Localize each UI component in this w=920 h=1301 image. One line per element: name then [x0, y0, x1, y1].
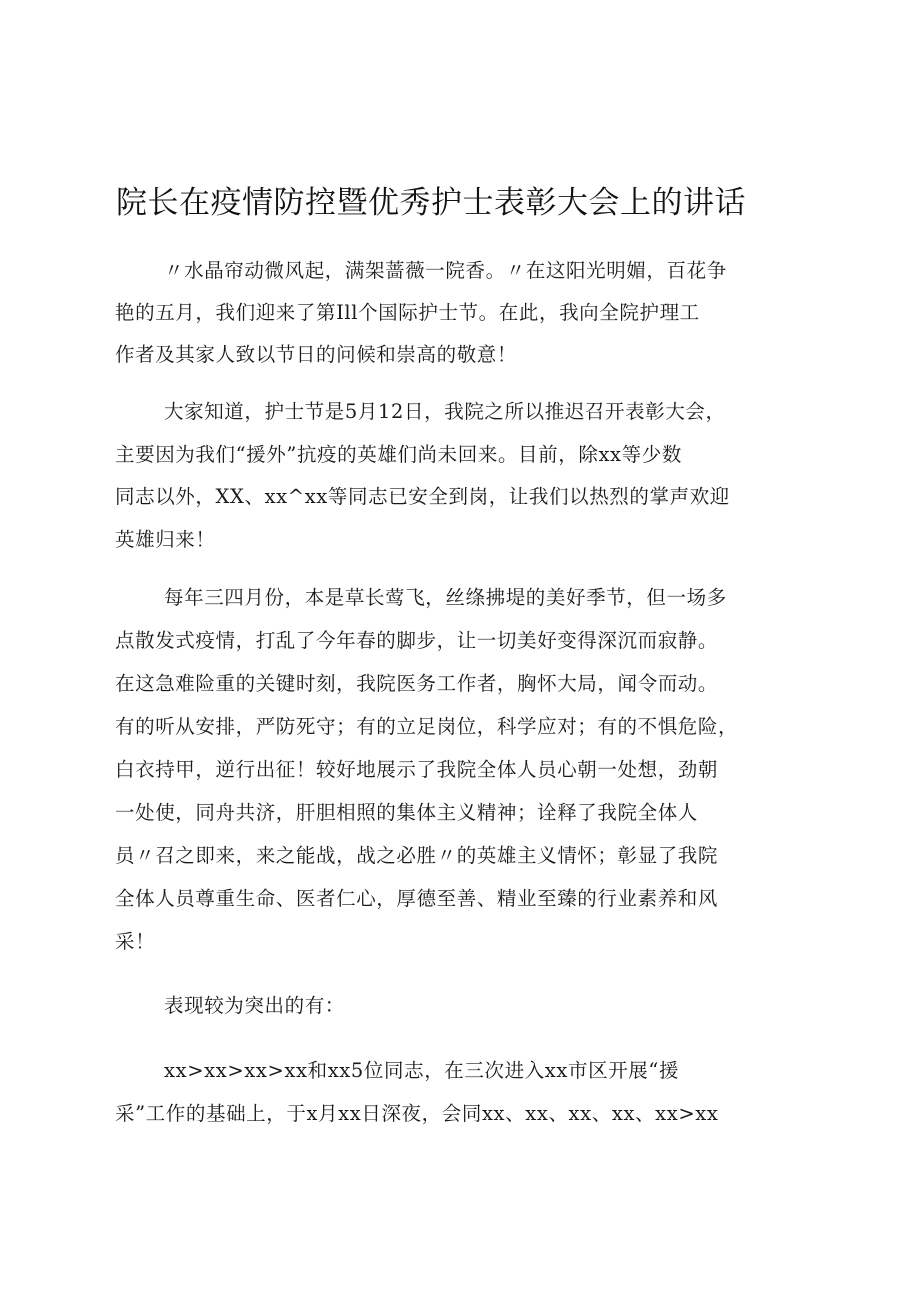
paragraph-1-line-2: 艳的五月，我们迎来了第Ill个国际护士节。在此，我向全院护理工	[115, 301, 700, 324]
paragraph-3-line-9: 采！	[115, 930, 156, 953]
paragraph-1-line-3: 作者及其家人致以节日的问候和崇高的敬意！	[115, 343, 518, 366]
paragraph-5-line-1: xx>xx>xx>xx和xx5位同志，在三次进入xx市区开展“援	[164, 1059, 680, 1082]
document-title: 院长在疫情防控暨优秀护士表彰大会上的讲话	[116, 185, 746, 221]
paragraph-3-line-5: 白衣持甲，逆行出征！较好地展示了我院全体人员心朝一处想，劲朝	[115, 758, 719, 781]
paragraph-2-line-2: 主要因为我们“援外”抗疫的英雄们尚未回来。目前，除xx等少数	[115, 443, 682, 466]
paragraph-4-line-1: 表现较为突出的有：	[164, 994, 345, 1017]
paragraph-2-line-4: 英雄归来！	[115, 528, 216, 551]
paragraph-3-line-3: 在这急难险重的关键时刻，我院医务工作者，胸怀大局，闻令而动。	[115, 672, 719, 695]
paragraph-5-line-2: 采”工作的基础上，于x月xx日深夜，会同xx、xx、xx、xx、xx>xx	[115, 1102, 719, 1125]
paragraph-3-line-2: 点散发式疫情，打乱了今年春的脚步，让一切美好变得深沉而寂静。	[115, 629, 719, 652]
paragraph-2-line-1: 大家知道，护士节是5月12日，我院之所以推迟召开表彰大会，	[164, 400, 726, 423]
paragraph-3-line-6: 一处使，同舟共济，肝胆相照的集体主义精神；诠释了我院全体人	[115, 801, 698, 824]
paragraph-1-line-1: 〃水晶帘动微风起，满架蔷薇一院香。〃在这阳光明媚，百花争	[164, 259, 727, 282]
paragraph-3-line-1: 每年三四月份，本是草长莺飞，丝绦拂堤的美好季节，但一场多	[164, 586, 727, 609]
paragraph-3-line-8: 全体人员尊重生命、医者仁心，厚德至善、精业至臻的行业素养和风	[115, 887, 719, 910]
paragraph-3-line-7: 员〃召之即来，来之能战，战之必胜〃的英雄主义情怀；彰显了我院	[115, 844, 719, 867]
paragraph-3-line-4: 有的听从安排，严防死守；有的立足岗位，科学应对；有的不惧危险，	[115, 715, 739, 738]
paragraph-2-line-3: 同志以外，XX、xx^xx等同志已安全到岗，让我们以热烈的掌声欢迎	[115, 485, 730, 508]
